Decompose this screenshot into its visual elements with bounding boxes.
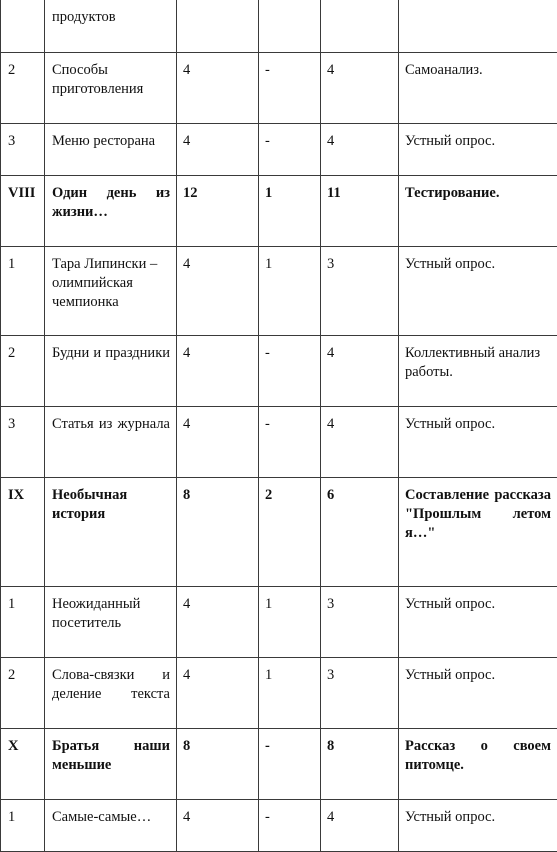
control-form: Устный опрос. [399, 406, 557, 477]
control-form: Устный опрос. [399, 246, 557, 335]
hours-total: 4 [177, 335, 259, 406]
table-row [1, 586, 557, 657]
row-number: 2 [1, 657, 45, 728]
hours-total: 4 [177, 799, 259, 851]
hours-practice: 3 [321, 657, 399, 728]
hours-practice: 3 [321, 586, 399, 657]
section-number: X [1, 728, 45, 799]
hours-total: 4 [177, 586, 259, 657]
section-title: Братья наши меньшие [45, 728, 177, 799]
row-number [1, 0, 45, 52]
topic-title: Меню ресторана [45, 123, 177, 175]
section-title: Один день из жизни… [45, 175, 177, 246]
table-row [1, 0, 557, 52]
hours-practice: 11 [321, 175, 399, 246]
hours-theory [259, 0, 321, 52]
hours-practice: 4 [321, 52, 399, 123]
section-title: Необычная история [45, 477, 177, 586]
table-row [1, 657, 557, 728]
row-number: 1 [1, 586, 45, 657]
hours-practice: 6 [321, 477, 399, 586]
control-form: Устный опрос. [399, 657, 557, 728]
control-form: Самоанализ. [399, 52, 557, 123]
hours-theory: - [259, 406, 321, 477]
hours-total: 8 [177, 477, 259, 586]
table-row [1, 335, 557, 406]
row-number: 1 [1, 246, 45, 335]
control-form: Устный опрос. [399, 123, 557, 175]
topic-title: Самые-самые… [45, 799, 177, 851]
table-row [1, 406, 557, 477]
control-form: Составление рассказа "Прошлым летом я…" [399, 477, 557, 586]
hours-theory: - [259, 123, 321, 175]
hours-theory: - [259, 799, 321, 851]
control-form: Коллективный анализ работы. [399, 335, 557, 406]
hours-practice: 4 [321, 406, 399, 477]
topic-title: Будни и праздники [45, 335, 177, 406]
control-form: Устный опрос. [399, 799, 557, 851]
row-number: 3 [1, 406, 45, 477]
hours-total: 8 [177, 728, 259, 799]
topic-title: продуктов [45, 0, 177, 52]
table-row [1, 799, 557, 851]
row-number: 3 [1, 123, 45, 175]
hours-total: 4 [177, 123, 259, 175]
section-row [1, 477, 557, 586]
hours-theory: 1 [259, 175, 321, 246]
hours-total: 4 [177, 246, 259, 335]
hours-practice: 4 [321, 799, 399, 851]
topic-title: Способы приготовления [45, 52, 177, 123]
table-row [1, 52, 557, 123]
hours-practice [321, 0, 399, 52]
section-number: IX [1, 477, 45, 586]
topic-title: Слова-связки и деление текста [45, 657, 177, 728]
table-row [1, 123, 557, 175]
control-form: Устный опрос. [399, 586, 557, 657]
hours-theory: 1 [259, 246, 321, 335]
hours-theory: - [259, 728, 321, 799]
control-form [399, 0, 557, 52]
control-form: Рассказ о своем питомце. [399, 728, 557, 799]
row-number: 2 [1, 52, 45, 123]
hours-theory: - [259, 335, 321, 406]
topic-title: Статья из журнала [45, 406, 177, 477]
row-number: 2 [1, 335, 45, 406]
hours-practice: 3 [321, 246, 399, 335]
control-form: Тестирование. [399, 175, 557, 246]
hours-total: 12 [177, 175, 259, 246]
hours-theory: 1 [259, 657, 321, 728]
hours-total: 4 [177, 657, 259, 728]
section-row [1, 175, 557, 246]
hours-theory: 2 [259, 477, 321, 586]
hours-total [177, 0, 259, 52]
table-row [1, 246, 557, 335]
hours-practice: 4 [321, 335, 399, 406]
hours-practice: 8 [321, 728, 399, 799]
hours-practice: 4 [321, 123, 399, 175]
section-number: VIII [1, 175, 45, 246]
hours-total: 4 [177, 406, 259, 477]
hours-theory: - [259, 52, 321, 123]
topic-title: Тара Липински – олимпийская чемпионка [45, 246, 177, 335]
hours-theory: 1 [259, 586, 321, 657]
topic-title: Неожиданный посетитель [45, 586, 177, 657]
hours-total: 4 [177, 52, 259, 123]
row-number: 1 [1, 799, 45, 851]
section-row [1, 728, 557, 799]
